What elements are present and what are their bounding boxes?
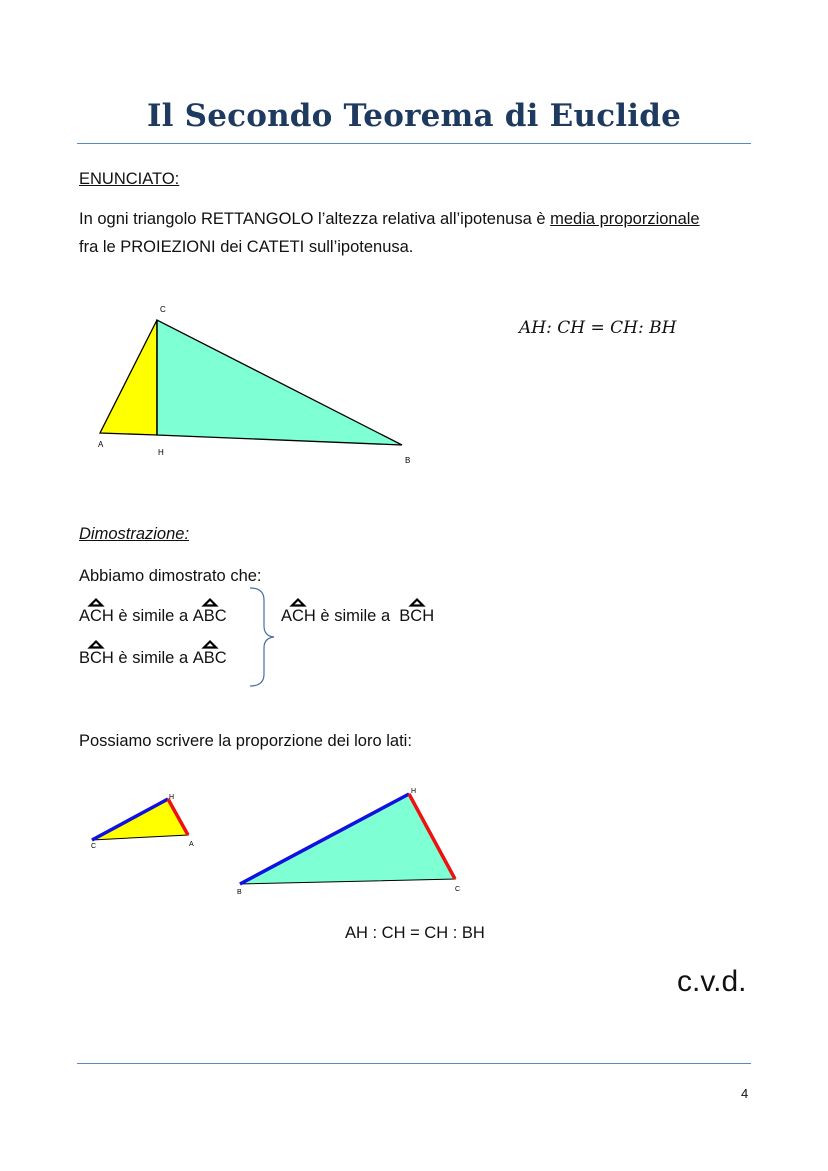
small-label-a: A	[189, 841, 194, 848]
proof-intro: Abbiamo dimostrato che:	[79, 567, 262, 585]
footer-divider	[77, 1063, 751, 1064]
large-label-h: H	[411, 788, 417, 795]
similarity-text: è simile a	[113, 649, 193, 667]
proportion-intro: Possiamo scrivere la proporzione dei loro lati:	[79, 732, 412, 750]
similarity-result	[281, 607, 434, 626]
page-number: 4	[741, 1086, 749, 1101]
triangle-symbol-icon	[290, 598, 306, 607]
proof-heading: Dimostrazione:	[79, 525, 190, 543]
triangle-name: BCH	[399, 607, 434, 626]
similarity-row-1	[79, 607, 227, 626]
triangle-name: ACH	[281, 607, 316, 626]
vertex-label-h: H	[158, 448, 164, 457]
statement-line-2: fra le PROIEZIONI dei CATETI sull’ipotenusa.	[79, 238, 414, 256]
proportion-result: AH : CH = CH : BH	[345, 924, 485, 942]
triangle-name: ABC	[193, 649, 227, 668]
triangle-symbol-icon	[88, 598, 104, 607]
vertex-label-c: C	[160, 305, 166, 314]
statement-emphasis: media proporzionale	[550, 210, 700, 228]
triangle-symbol-icon	[88, 640, 104, 649]
triangle-name: BCH	[79, 649, 114, 668]
cvd-conclusion: c.v.d.	[677, 965, 747, 998]
similarity-text: è simile a	[315, 607, 400, 625]
triangle-bch	[157, 320, 402, 445]
statement-text: In ogni triangolo RETTANGOLO l’altezza relativa all’ipotenusa è	[79, 210, 551, 228]
proportion-formula: AH: CH = CH: BH	[519, 318, 677, 338]
triangle-symbol-icon	[409, 598, 425, 607]
triangle-symbol-icon	[202, 640, 218, 649]
triangle-name: ABC	[193, 607, 227, 626]
page-title: Il Secondo Teorema di Euclide	[146, 98, 682, 134]
small-label-c: C	[91, 843, 97, 850]
similarity-text: è simile a	[113, 607, 193, 625]
large-label-b: B	[237, 889, 242, 896]
triangle-name: ACH	[79, 607, 114, 626]
vertex-label-b: B	[405, 456, 411, 465]
similar-triangles-figure	[0, 760, 828, 910]
large-triangle	[240, 794, 455, 884]
vertex-label-a: A	[98, 440, 104, 449]
right-triangle-figure	[0, 0, 828, 520]
large-label-c: C	[455, 886, 461, 893]
similarity-row-2	[79, 649, 227, 668]
triangle-ach	[100, 320, 157, 435]
small-label-h: H	[169, 794, 175, 801]
triangle-symbol-icon	[202, 598, 218, 607]
curly-brace-icon	[246, 586, 270, 688]
section-heading: ENUNCIATO:	[79, 170, 180, 188]
